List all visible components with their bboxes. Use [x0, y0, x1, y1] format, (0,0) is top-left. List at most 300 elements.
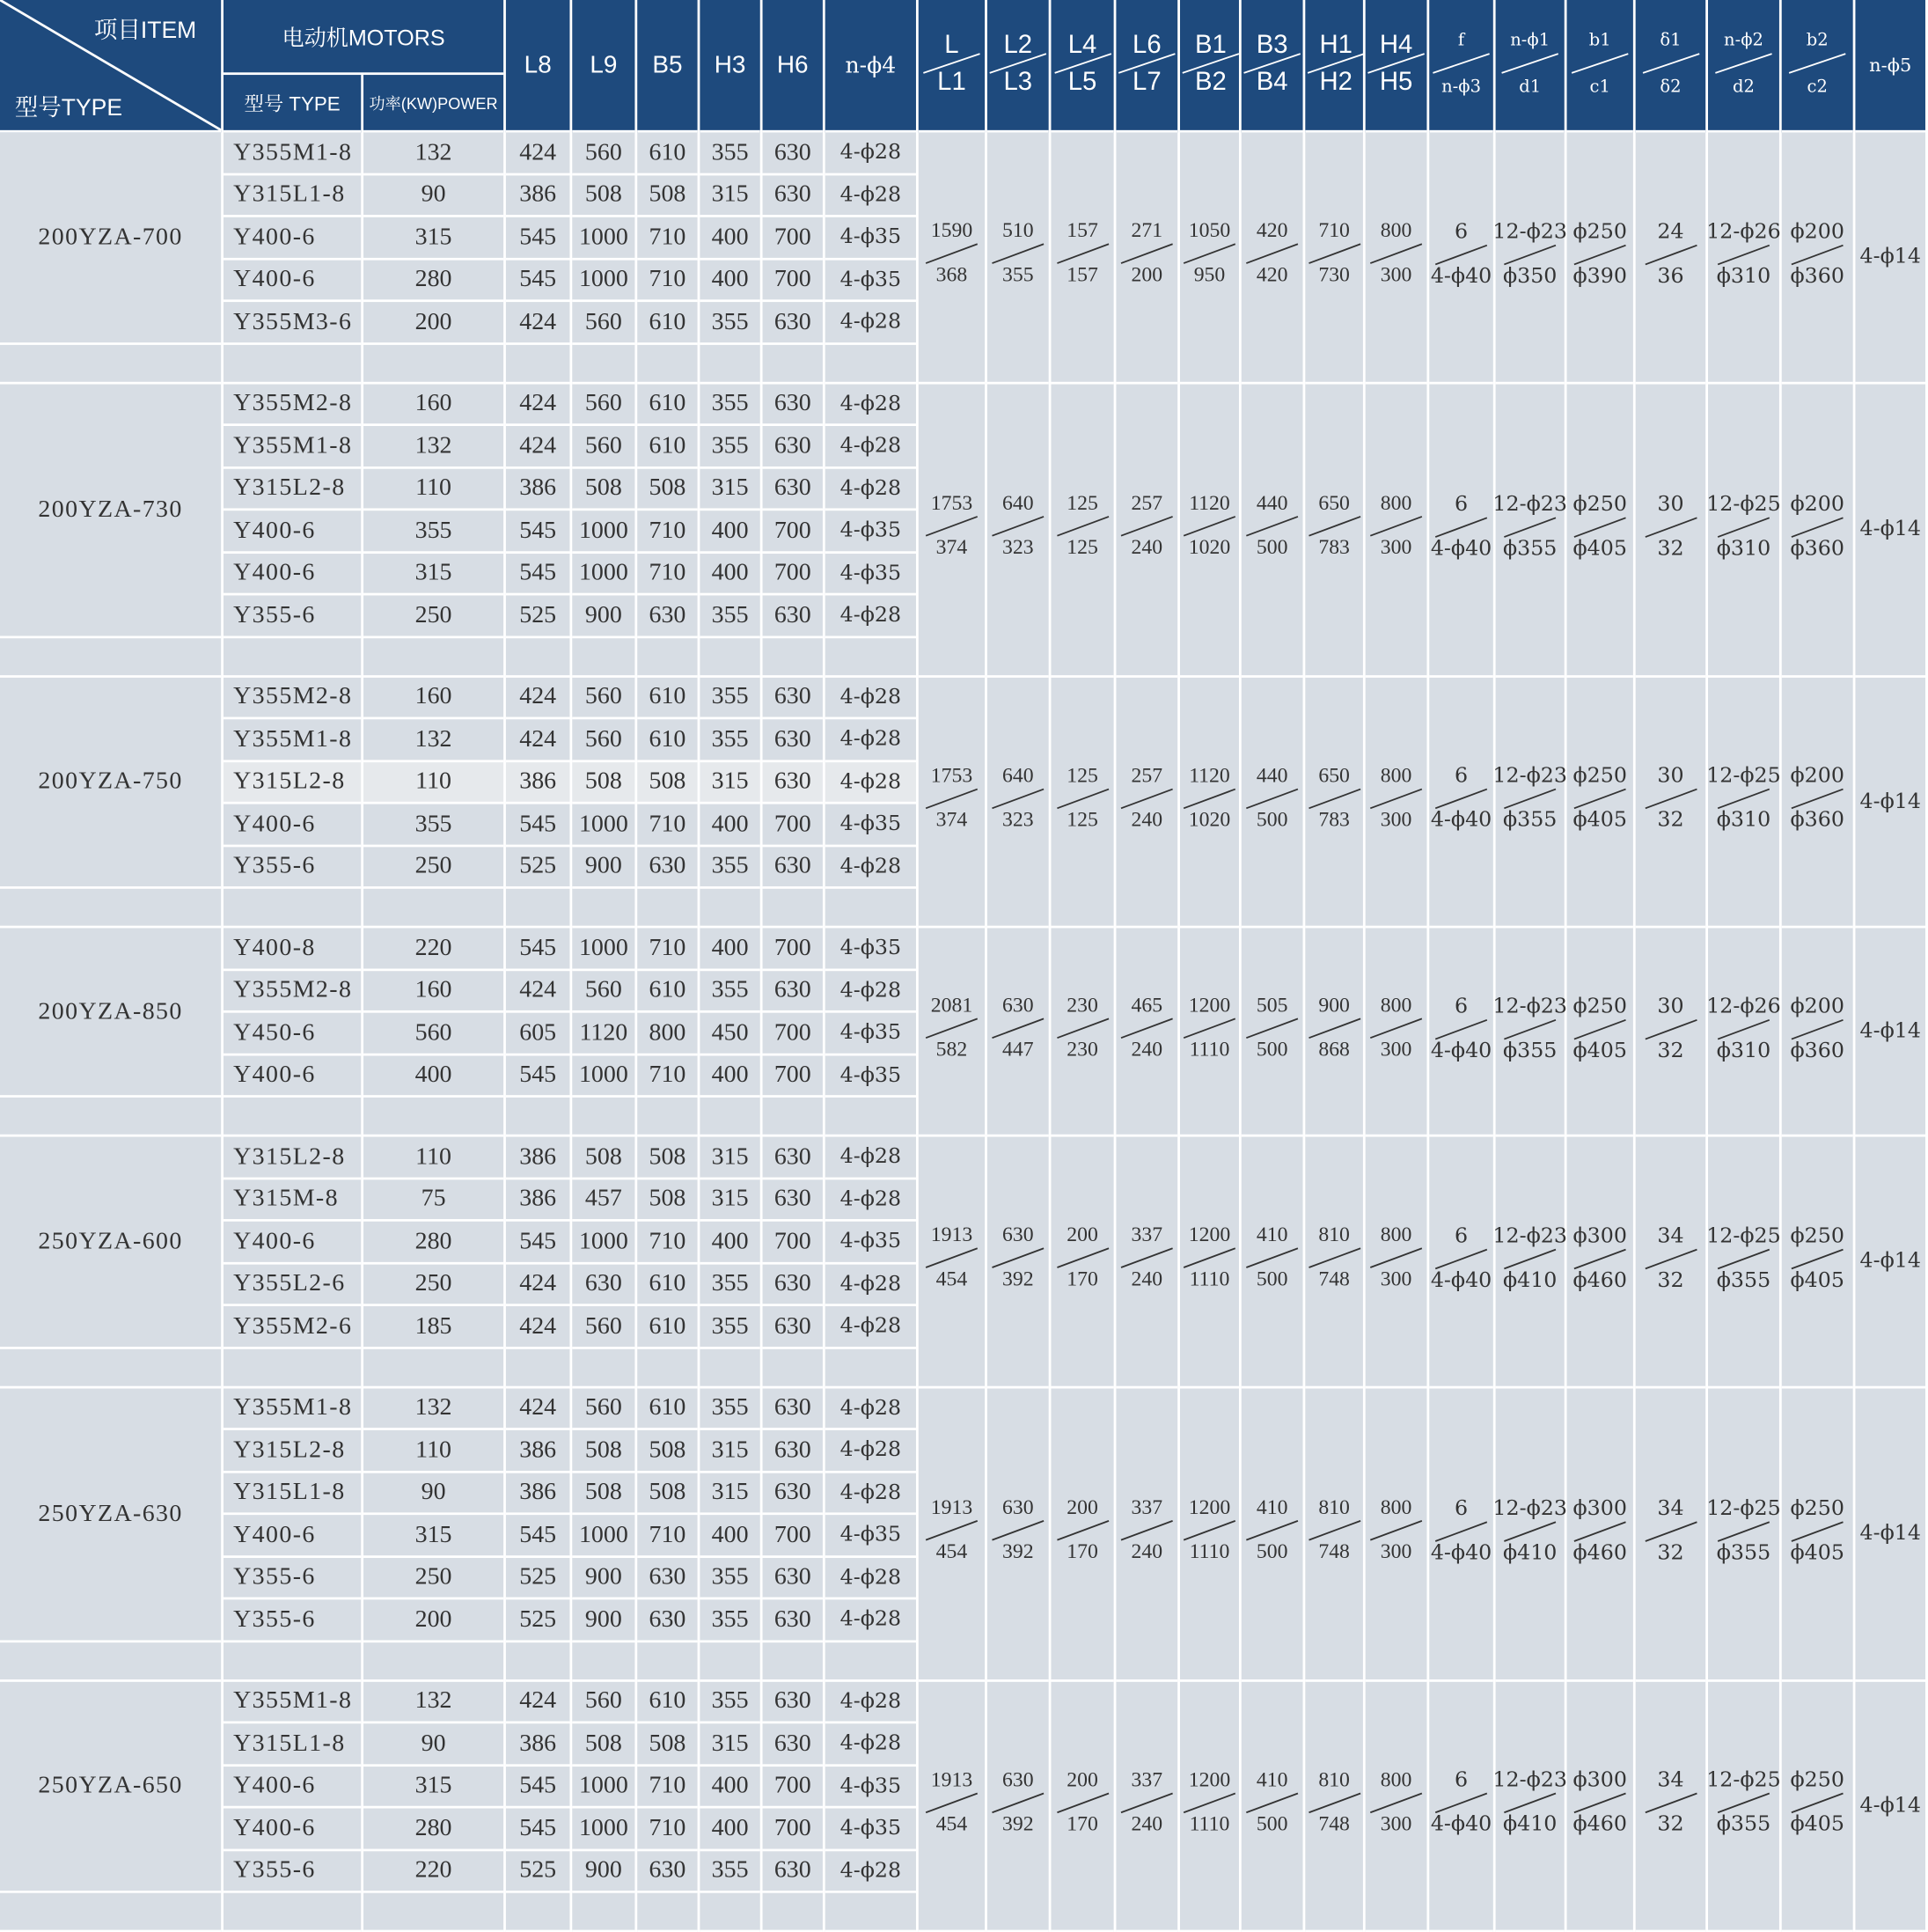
fraction-cell [987, 1681, 1049, 1932]
fraction-cell [1180, 1137, 1239, 1388]
spacer-cell [506, 889, 570, 929]
fraction-bottom: 454 [935, 1811, 968, 1835]
spacer-cell [825, 1642, 916, 1682]
fraction-top: 1200 [1188, 993, 1231, 1017]
dimension-cell: 4-ϕ28 [825, 971, 916, 1013]
dimension-cell: 630 [763, 1851, 823, 1893]
dimension-cell: 508 [572, 468, 634, 511]
header-fraction-bottom: L7 [1133, 67, 1162, 96]
fraction-top: 800 [1380, 1495, 1412, 1519]
dimension-cell: 610 [637, 1306, 697, 1348]
fraction-cell [1492, 928, 1567, 1136]
fraction-bottom: ϕ355 [1502, 535, 1558, 561]
header-fraction-top: L6 [1133, 30, 1162, 59]
dimension-cell: 424 [506, 302, 570, 344]
col-header-frac [1636, 0, 1706, 133]
dimension-cell: 630 [763, 595, 823, 637]
n-phi5-cell: 4-ϕ14 [1855, 1388, 1925, 1681]
fraction-top: 710 [1318, 218, 1350, 243]
fraction-top: 6 [1454, 994, 1469, 1018]
fraction-bottom: ϕ360 [1790, 263, 1844, 289]
fraction-cell [987, 677, 1049, 928]
dimension-cell: 4-ϕ28 [825, 175, 916, 217]
fraction-cell [919, 1137, 985, 1388]
fraction-cell [1242, 1388, 1303, 1681]
fraction-top: 157 [1067, 218, 1098, 243]
motor-power-cell: 315 [363, 1766, 503, 1808]
fraction-cell [1051, 928, 1113, 1136]
fraction-top: ϕ200 [1790, 994, 1844, 1018]
dimension-cell: 4-ϕ28 [825, 1851, 916, 1893]
pump-type-cell: 250YZA-650 [0, 1681, 221, 1893]
n-phi5-cell: 4-ϕ14 [1855, 1137, 1925, 1388]
fraction-top: 800 [1380, 1767, 1412, 1791]
dimension-cell: 400 [700, 1766, 759, 1808]
spacer-cell [763, 1642, 823, 1682]
fraction-top: 6 [1454, 763, 1469, 789]
fraction-top: 1590 [930, 218, 973, 243]
dimension-cell: 630 [763, 426, 823, 468]
dimension-cell: 508 [572, 1473, 634, 1515]
motor-model-cell: Y400-6 [224, 1809, 361, 1851]
spacer-cell [572, 1348, 634, 1388]
fraction-top: 800 [1380, 490, 1412, 515]
spacer-cell [0, 1098, 221, 1137]
fraction-bottom: 32 [1657, 1038, 1684, 1063]
fraction-cell [1492, 677, 1567, 928]
fraction-cell [987, 1137, 1049, 1388]
fraction-cell [1492, 1681, 1567, 1932]
fraction-bottom: ϕ460 [1572, 1539, 1627, 1565]
dimension-cell: 424 [506, 426, 570, 468]
dimension-cell: 545 [506, 1809, 570, 1851]
spacer-cell [0, 638, 221, 678]
fraction-top: 6 [1454, 1223, 1469, 1249]
motor-model-cell: Y315L1-8 [224, 1723, 361, 1766]
motor-power-cell: 250 [363, 1557, 503, 1599]
fraction-bottom: 392 [1002, 1811, 1034, 1835]
header-fraction-bottom: d2 [1733, 77, 1755, 97]
fraction-top: ϕ300 [1572, 1495, 1627, 1521]
fraction-bottom: ϕ355 [1502, 808, 1558, 834]
motor-power-cell: 132 [363, 719, 503, 761]
col-header-frac [1366, 0, 1427, 133]
dimension-cell: 315 [700, 175, 759, 217]
fraction-bottom: 4-ϕ40 [1430, 1038, 1492, 1063]
fraction-bottom: 4-ϕ40 [1430, 535, 1492, 561]
fraction-bottom: 454 [935, 1267, 968, 1291]
motor-model-cell: Y400-6 [224, 553, 361, 595]
dimension-cell: 355 [700, 426, 759, 468]
table-header [0, 0, 1925, 133]
dimension-cell: 4-ϕ28 [825, 1723, 916, 1766]
dimension-cell: 800 [637, 1013, 697, 1055]
dimension-cell: 545 [506, 1766, 570, 1808]
dimension-cell: 4-ϕ28 [825, 1557, 916, 1599]
fraction-cell [1366, 384, 1427, 677]
fraction-cell [1567, 384, 1633, 677]
dimension-cell: 1000 [572, 804, 634, 847]
dimension-cell: 560 [572, 1306, 634, 1348]
fraction-bottom: 4-ϕ40 [1430, 1267, 1492, 1293]
fraction-cell [987, 928, 1049, 1136]
dimension-cell: 4-ϕ28 [825, 302, 916, 344]
fraction-cell [1708, 1388, 1779, 1681]
fraction-bottom: 240 [1131, 1539, 1163, 1563]
fraction-cell [1366, 1137, 1427, 1388]
fraction-cell [1782, 1681, 1853, 1932]
dimension-cell: 710 [637, 1055, 697, 1098]
dimension-cell: 315 [700, 1430, 759, 1473]
dimension-cell: 525 [506, 1851, 570, 1893]
dimension-cell: 424 [506, 677, 570, 719]
header-fraction-top: L2 [1003, 30, 1033, 59]
dimension-cell: 355 [700, 1557, 759, 1599]
fraction-top: 6 [1454, 1495, 1469, 1521]
fraction-top: 465 [1131, 993, 1163, 1017]
fraction-bottom: 300 [1380, 1811, 1412, 1835]
dimension-cell: 355 [700, 971, 759, 1013]
spacer-cell [0, 889, 221, 929]
dimension-cell: 400 [700, 511, 759, 553]
fraction-bottom: 32 [1657, 1267, 1684, 1293]
dimension-cell: 560 [572, 426, 634, 468]
fraction-bottom: 170 [1067, 1811, 1098, 1835]
fraction-bottom: 500 [1256, 535, 1288, 559]
fraction-top: 30 [1657, 994, 1684, 1018]
dimension-cell: 4-ϕ28 [825, 847, 916, 889]
fraction-top: 6 [1454, 1767, 1469, 1793]
fraction-top: 230 [1067, 993, 1098, 1017]
spacer-cell [700, 1348, 759, 1388]
dimension-cell: 508 [637, 761, 697, 804]
header-fraction-top: B1 [1194, 30, 1227, 59]
fraction-top: 1913 [930, 1767, 973, 1791]
fraction-top: 510 [1002, 218, 1034, 243]
fraction-cell [1242, 1681, 1303, 1932]
dimension-cell: 4-ϕ28 [825, 1388, 916, 1430]
fraction-bottom: 200 [1131, 262, 1163, 287]
motor-model-cell: Y355M2-8 [224, 971, 361, 1013]
spacer-cell [0, 344, 221, 384]
dimension-cell: 508 [572, 761, 634, 804]
dimension-cell: 630 [763, 1306, 823, 1348]
dimension-cell: 400 [700, 1809, 759, 1851]
fraction-cell [1429, 133, 1493, 384]
fraction-top: 12-ϕ23 [1492, 1767, 1567, 1793]
fraction-bottom: 4-ϕ40 [1430, 1539, 1492, 1565]
header-fraction [921, 26, 983, 99]
dimension-cell: 630 [763, 1599, 823, 1642]
dimension-cell: 1000 [572, 1809, 634, 1851]
fraction-top: 800 [1380, 218, 1412, 243]
n-phi5-cell: 4-ϕ14 [1855, 677, 1925, 928]
dimension-cell: 424 [506, 384, 570, 426]
fraction-cell [1305, 677, 1363, 928]
fraction-top: 640 [1002, 490, 1034, 515]
motor-power-cell: 280 [363, 260, 503, 302]
fraction-cell [1492, 1137, 1567, 1388]
dimension-cell: 1000 [572, 1766, 634, 1808]
col-header-frac [1496, 0, 1565, 133]
dimension-cell: 508 [572, 175, 634, 217]
dimension-cell: 4-ϕ28 [825, 1137, 916, 1179]
dimension-cell: 610 [637, 1388, 697, 1430]
header-fraction [1180, 26, 1242, 99]
dimension-cell: 4-ϕ28 [825, 384, 916, 426]
motor-model-cell: Y355M3-6 [224, 302, 361, 344]
dimension-cell: 1000 [572, 553, 634, 595]
spacer-cell [763, 344, 823, 384]
fraction [1789, 489, 1845, 563]
fraction-top: 410 [1256, 1495, 1288, 1519]
fraction-cell [1116, 1388, 1177, 1681]
dimension-cell: 710 [637, 260, 697, 302]
motor-model-cell: Y355M1-8 [224, 719, 361, 761]
fraction-cell [1242, 1137, 1303, 1388]
dimension-cell: 610 [637, 384, 697, 426]
motor-model-cell: Y315M-8 [224, 1179, 361, 1222]
fraction-bottom: 230 [1067, 1037, 1098, 1061]
motor-power-cell: 110 [363, 468, 503, 511]
fraction-cell [1180, 133, 1239, 384]
table-row [0, 1137, 1925, 1179]
dimension-cell: 630 [763, 847, 823, 889]
fraction-top: ϕ200 [1790, 491, 1844, 517]
dimension-cell: 1000 [572, 1055, 634, 1098]
motor-power-cell: 132 [363, 133, 503, 175]
dimension-cell: 545 [506, 217, 570, 260]
motor-power-cell: 185 [363, 1306, 503, 1348]
spacer-cell [637, 1642, 697, 1682]
fraction-bottom: 730 [1318, 262, 1350, 287]
fraction-top: 12-ϕ23 [1492, 1495, 1567, 1521]
dimension-cell: 1000 [572, 928, 634, 970]
spacer-cell [637, 638, 697, 678]
fraction-top: 440 [1256, 490, 1288, 515]
fraction-cell [987, 1388, 1049, 1681]
dimension-cell: 610 [637, 133, 697, 175]
fraction-bottom: ϕ405 [1790, 1267, 1844, 1293]
spacer-cell [224, 1893, 361, 1932]
fraction [1706, 991, 1781, 1065]
motor-power-cell: 90 [363, 1723, 503, 1766]
fraction-top: 640 [1002, 763, 1034, 787]
fraction-top: 200 [1067, 1495, 1098, 1519]
dimension-cell: 710 [637, 553, 697, 595]
spacer-cell [506, 1098, 570, 1137]
col-header-l8: L8 [506, 0, 570, 133]
dimension-cell: 630 [637, 1557, 697, 1599]
fraction-cell [919, 677, 985, 928]
dimension-cell: 525 [506, 1557, 570, 1599]
dimension-cell: 700 [763, 1809, 823, 1851]
dimension-cell: 630 [763, 384, 823, 426]
dimension-cell: 1000 [572, 217, 634, 260]
dimension-cell: 610 [637, 426, 697, 468]
fraction-cell [1180, 1681, 1239, 1932]
spacer-cell [572, 1642, 634, 1682]
spacer-cell [363, 638, 503, 678]
fraction-cell [1116, 133, 1177, 384]
dimension-cell: 900 [572, 1599, 634, 1642]
fraction-top: 810 [1318, 1495, 1350, 1519]
header-fraction-top: b1 [1588, 30, 1611, 50]
fraction-cell [1492, 1388, 1567, 1681]
dimension-cell: 525 [506, 1599, 570, 1642]
fraction-bottom: 783 [1318, 807, 1350, 831]
motor-model-cell: Y400-6 [224, 804, 361, 847]
fraction-bottom: ϕ360 [1790, 808, 1844, 834]
fraction-cell [987, 384, 1049, 677]
n-phi5-cell: 4-ϕ14 [1855, 384, 1925, 677]
dimension-cell: 4-ϕ35 [825, 1222, 916, 1264]
spacer-cell [825, 1893, 916, 1932]
dimension-cell: 355 [700, 1306, 759, 1348]
fraction-top: 257 [1131, 490, 1163, 515]
fraction-cell [1567, 1388, 1633, 1681]
fraction-cell [1636, 677, 1706, 928]
fraction-bottom: 300 [1380, 807, 1412, 831]
dimension-cell: 424 [506, 133, 570, 175]
header-fraction-bottom: L5 [1067, 67, 1097, 96]
dimension-cell: 400 [700, 928, 759, 970]
motor-power-cell: 250 [363, 847, 503, 889]
spacer-cell [363, 1642, 503, 1682]
dimension-cell: 508 [637, 175, 697, 217]
dimension-cell: 610 [637, 1264, 697, 1306]
fraction-cell [1116, 1681, 1177, 1932]
fraction-cell [1051, 1388, 1113, 1681]
fraction-top: ϕ300 [1572, 1767, 1627, 1793]
table-row [0, 1681, 1925, 1723]
fraction-cell [1429, 1137, 1493, 1388]
dimension-cell: 400 [700, 260, 759, 302]
fraction-cell [1708, 1137, 1779, 1388]
dimension-cell: 424 [506, 1306, 570, 1348]
dimension-cell: 400 [700, 1222, 759, 1264]
dimension-cell: 508 [637, 1179, 697, 1222]
fraction-cell [1782, 1137, 1853, 1388]
dimension-cell: 630 [763, 1179, 823, 1222]
fraction-bottom: 323 [1002, 535, 1034, 559]
fraction-top: 12-ϕ23 [1492, 491, 1567, 517]
fraction-bottom: ϕ310 [1716, 808, 1771, 834]
fraction-bottom: 32 [1657, 808, 1684, 834]
fraction-bottom: ϕ355 [1502, 1038, 1558, 1063]
col-header-b5: B5 [637, 0, 697, 133]
dimension-cell: 710 [637, 1809, 697, 1851]
fraction-bottom: 582 [935, 1037, 968, 1061]
spacer-cell [700, 344, 759, 384]
dimension-cell: 4-ϕ35 [825, 1013, 916, 1055]
motor-power-cell: 90 [363, 175, 503, 217]
motor-power-cell: 250 [363, 595, 503, 637]
fraction-cell [1116, 928, 1177, 1136]
spacer-cell [0, 1348, 221, 1388]
fraction [1789, 1494, 1845, 1568]
fraction-cell [1366, 133, 1427, 384]
fraction-top: 12-ϕ23 [1492, 763, 1567, 789]
motor-power-cell: 280 [363, 1222, 503, 1264]
fraction [1706, 489, 1781, 563]
dimension-cell: 560 [572, 302, 634, 344]
header-fraction-bottom: B2 [1194, 67, 1227, 96]
fraction-bottom: 454 [935, 1539, 968, 1563]
motor-power-cell: 110 [363, 1430, 503, 1473]
motor-model-cell: Y355-6 [224, 1851, 361, 1893]
dimension-cell: 355 [700, 1851, 759, 1893]
motor-power-cell: 160 [363, 677, 503, 719]
dimension-cell: 560 [572, 677, 634, 719]
fraction-cell [919, 384, 985, 677]
fraction-top: 1753 [930, 490, 973, 515]
dimension-cell: 386 [506, 1473, 570, 1515]
spacer-cell [763, 638, 823, 678]
fraction-top: 257 [1131, 763, 1163, 787]
dimension-cell: 355 [700, 595, 759, 637]
spacer-cell [637, 1098, 697, 1137]
spacer-cell [506, 344, 570, 384]
spacer-cell [700, 1098, 759, 1137]
dimension-cell: 545 [506, 511, 570, 553]
col-header-frac [1242, 0, 1303, 133]
fraction-top: ϕ250 [1790, 1495, 1844, 1521]
motor-power-cell: 200 [363, 302, 503, 344]
spacer-cell [224, 889, 361, 929]
motor-model-cell: Y400-6 [224, 260, 361, 302]
fraction-cell [919, 928, 985, 1136]
fraction-cell [1429, 928, 1493, 1136]
fraction-cell [1708, 677, 1779, 928]
dimension-cell: 560 [572, 133, 634, 175]
dimension-cell: 545 [506, 260, 570, 302]
dimension-cell: 630 [763, 761, 823, 804]
fraction-top: 650 [1318, 490, 1350, 515]
dimension-cell: 700 [763, 1515, 823, 1557]
header-fraction-bottom: c2 [1807, 77, 1828, 97]
dimension-cell: 605 [506, 1013, 570, 1055]
fraction-cell [1180, 384, 1239, 677]
fraction-cell [1429, 1388, 1493, 1681]
fraction-cell [1242, 133, 1303, 384]
col-header-frac [1782, 0, 1853, 133]
fraction-top: 1913 [930, 1495, 973, 1519]
dimension-cell: 355 [700, 847, 759, 889]
spacer-cell [637, 889, 697, 929]
fraction-bottom: 240 [1131, 535, 1163, 559]
spacer-cell [763, 1893, 823, 1932]
dimension-cell: 508 [637, 468, 697, 511]
dimension-cell: 710 [637, 928, 697, 970]
fraction-bottom: 240 [1131, 1267, 1163, 1291]
dimension-cell: 545 [506, 553, 570, 595]
pump-type-cell: 200YZA-750 [0, 677, 221, 889]
dimension-cell: 710 [637, 1222, 697, 1264]
dimension-cell: 315 [700, 1473, 759, 1515]
spacer-cell [825, 1348, 916, 1388]
dimension-cell: 355 [700, 1388, 759, 1430]
fraction-bottom: 500 [1256, 807, 1288, 831]
fraction-top: 800 [1380, 993, 1412, 1017]
dimension-cell: 545 [506, 928, 570, 970]
fraction-top: 630 [1002, 1495, 1034, 1519]
pump-type-cell: 250YZA-630 [0, 1388, 221, 1642]
dimension-cell: 700 [763, 217, 823, 260]
dimension-cell: 545 [506, 1515, 570, 1557]
header-fraction-top: L [944, 30, 959, 59]
dimension-cell: 4-ϕ35 [825, 804, 916, 847]
